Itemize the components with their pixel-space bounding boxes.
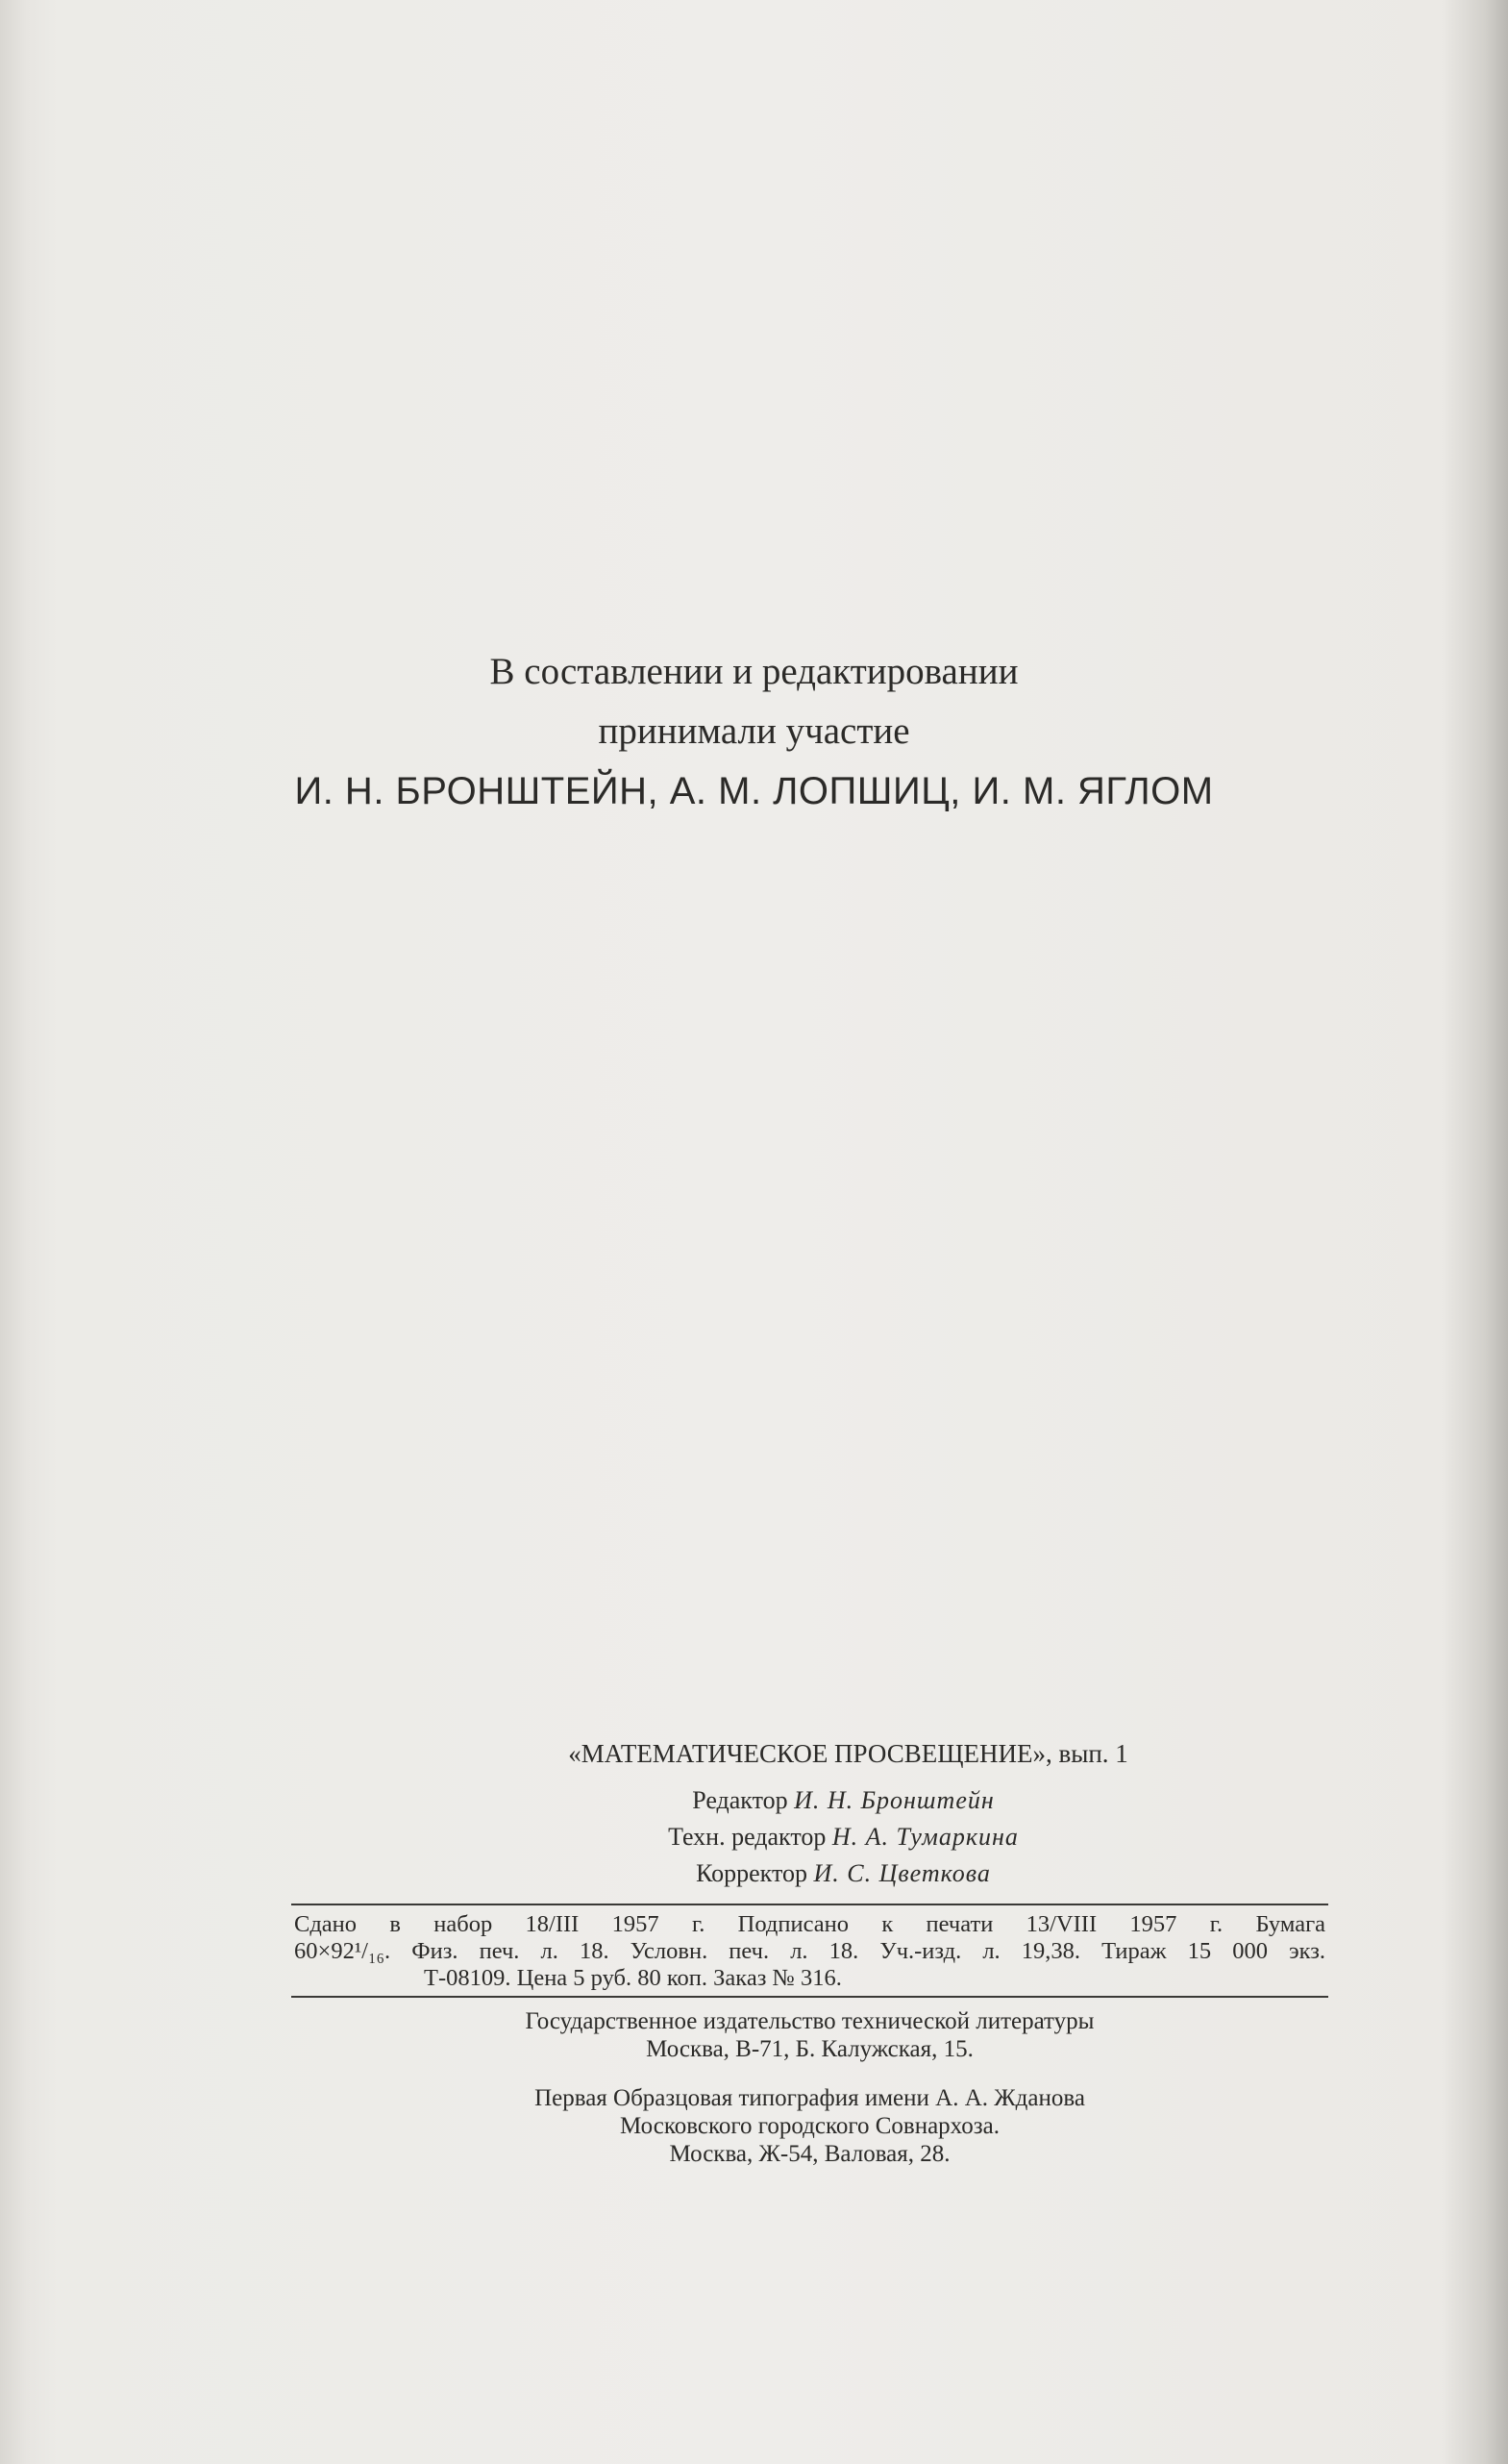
printer-line-1: Первая Образцовая типография имени А. А. Жданова: [534, 2085, 1085, 2111]
proofreader-name: И. С. Цветкова: [813, 1859, 991, 1887]
editor-name: И. Н. Бронштейн: [794, 1786, 995, 1814]
credits-line-1: В составлении и редактировании: [489, 651, 1019, 692]
credits-line-2: принимали участие: [598, 710, 910, 752]
credits-names: И. Н. БРОНШТЕЙН, А. М. ЛОПШИЦ, И. М. ЯГЛОМ: [294, 770, 1214, 812]
details-line-2: 60×92¹/₁₆. Физ. печ. л. 18. Условн. печ. л. 18. Уч.-изд. л. 19,38. Тираж 15 000 экз.: [294, 1938, 1325, 1964]
tech-editor-label: Техн. редактор: [668, 1823, 827, 1851]
editor-label: Редактор: [692, 1786, 788, 1814]
proofreader-line: [356, 1855, 1331, 1892]
bleed-through-title-lower: [0, 399, 1508, 555]
printer-block: [288, 2084, 1331, 2168]
proofreader-label: Корректор: [696, 1859, 807, 1887]
imprint-block: [288, 1734, 1331, 2168]
series-title: «МАТЕМАТИЧЕСКОЕ ПРОСВЕЩЕНИЕ», вып. 1: [568, 1739, 1128, 1768]
tech-editor-name: Н. А. Тумаркина: [831, 1823, 1019, 1851]
printer-line-2: Московского городского Совнархоза.: [620, 2113, 1000, 2139]
print-details: [288, 1905, 1331, 1996]
details-line-3: Т-08109. Цена 5 руб. 80 коп. Заказ № 316.: [424, 1965, 842, 1991]
tech-editor-line: [356, 1819, 1331, 1855]
details-line-1: Сдано в набор 18/III 1957 г. Подписано к печати 13/VIII 1957 г. Бумага: [294, 1911, 1325, 1937]
printer-line-3: Москва, Ж-54, Валовая, 28.: [669, 2141, 951, 2167]
editor-line: [356, 1782, 1331, 1819]
publisher-line-2: Москва, В-71, Б. Калужская, 15.: [646, 2036, 974, 2062]
publisher-line-1: Государственное издательство технической литературы: [525, 2008, 1095, 2034]
staff-list: [288, 1782, 1331, 1892]
publisher-block: [288, 2007, 1331, 2063]
divider-bottom: [291, 1996, 1328, 1998]
credits-block: [0, 642, 1508, 821]
